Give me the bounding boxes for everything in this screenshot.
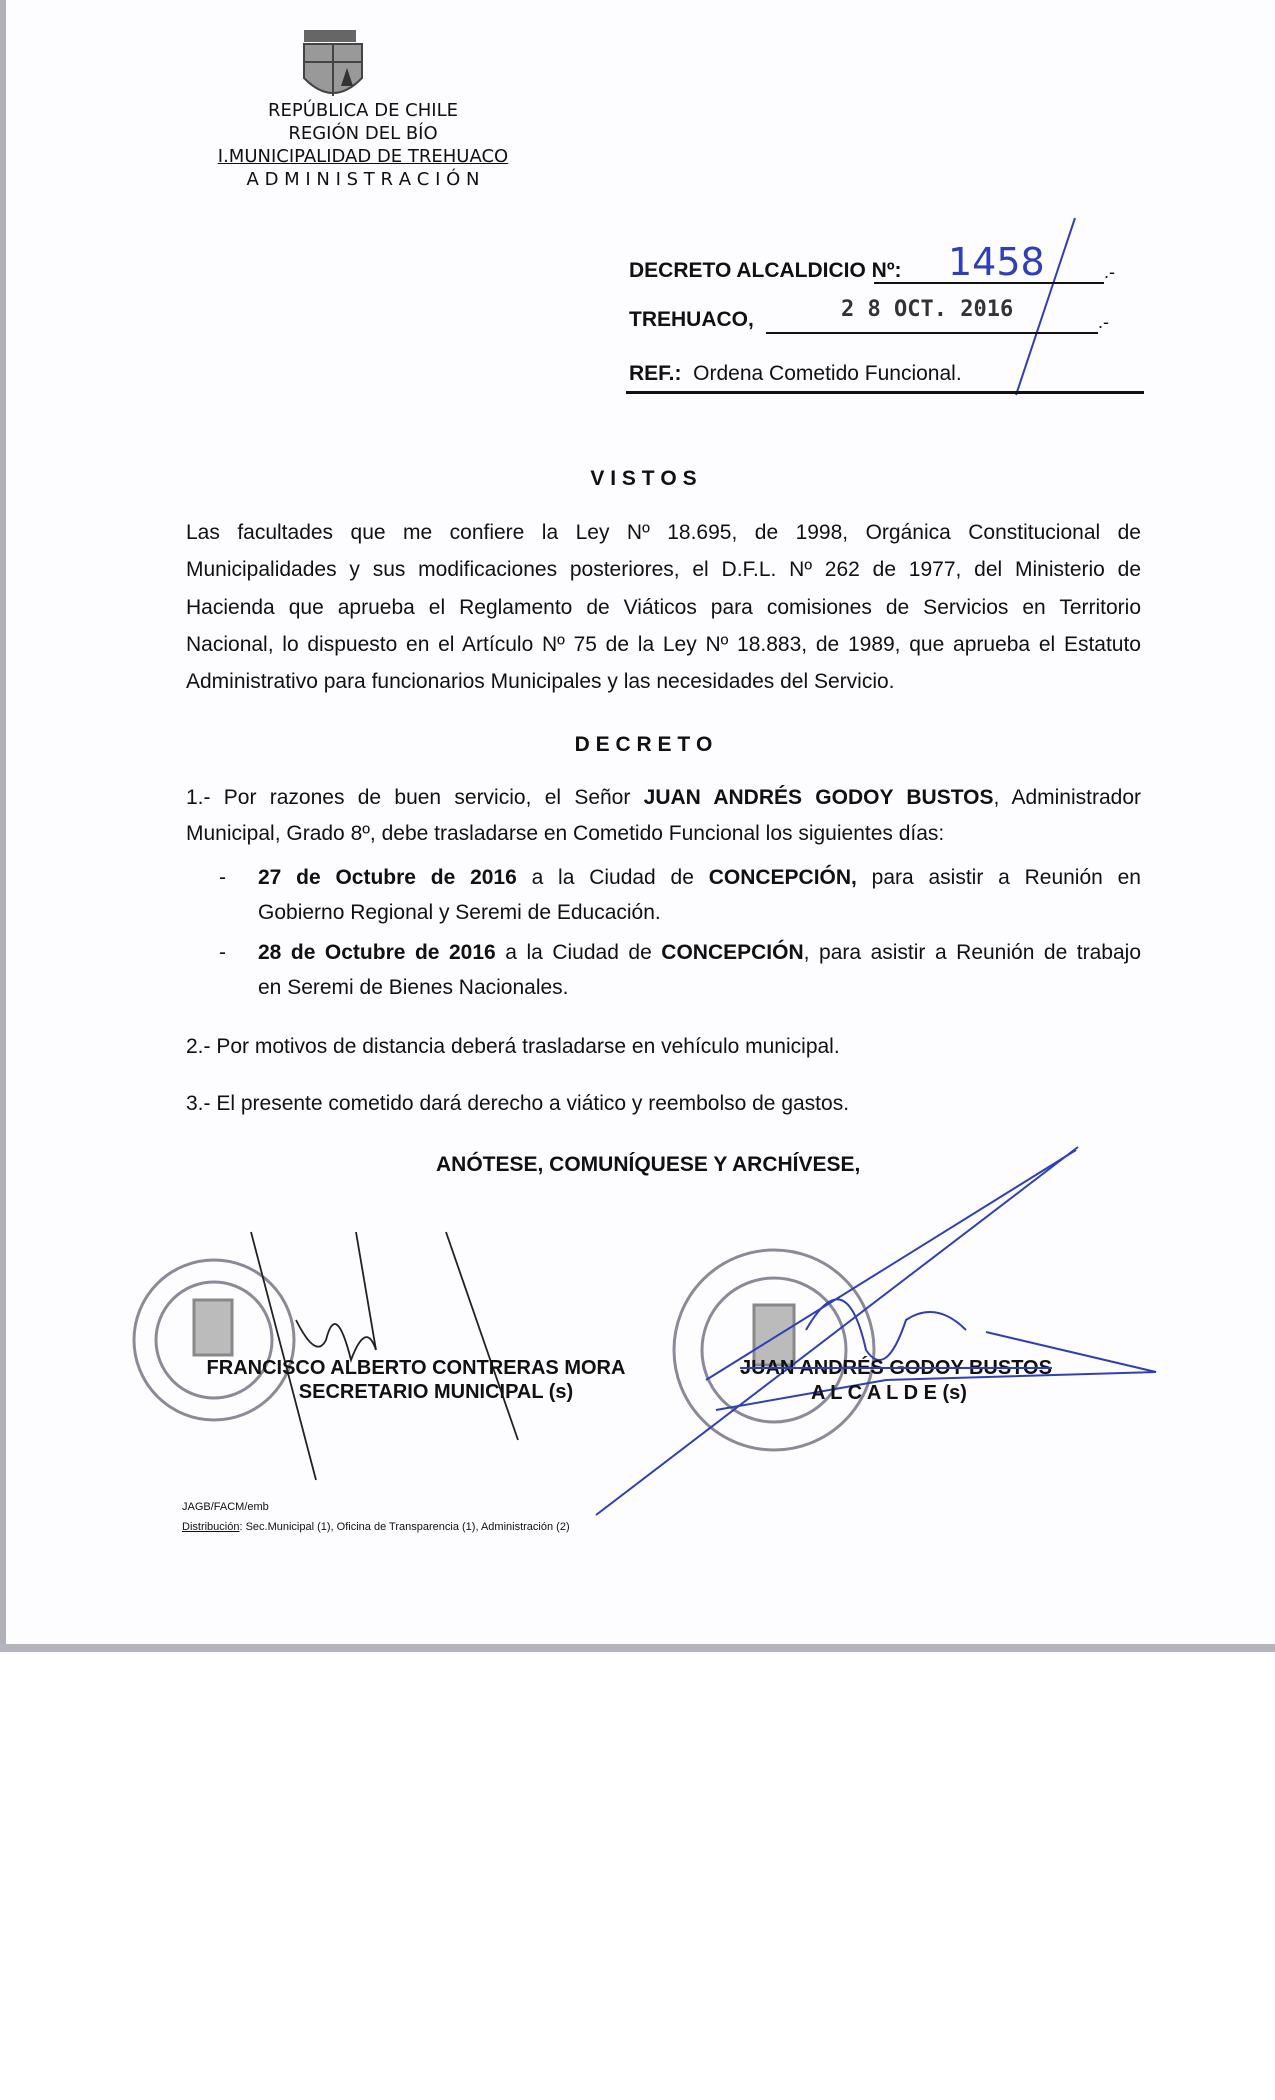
vistos-title: V I S T O S xyxy=(590,467,697,490)
closing-formula: ANÓTESE, COMUNÍQUESE Y ARCHÍVESE, xyxy=(436,1153,861,1176)
mayor-name: JUAN ANDRÉS GODOY BUSTOS xyxy=(740,1357,1052,1379)
header-department: A D M I N I S T R A C I Ó N xyxy=(246,169,480,190)
vistos-line: Municipalidades y sus modificaciones posteriores, el D.F.L. Nº 262 de 1977, del Ministerio de xyxy=(186,558,1141,581)
item-1: 27 de Octubre de 2016 a la Ciudad de CONCEPCIÓN, para asistir a Reunión en xyxy=(258,866,1141,889)
item-2-line2: en Seremi de Bienes Nacionales. xyxy=(258,976,569,999)
secretary-name: FRANCISCO ALBERTO CONTRERAS MORA xyxy=(206,1357,626,1379)
ref-text: Ordena Cometido Funcional. xyxy=(693,362,962,385)
vistos-line: Las facultades que me confiere la Ley Nº 18.695, de 1998, Orgánica Constitucional de xyxy=(186,521,1141,544)
bullet: - xyxy=(219,866,226,889)
distribution: Distribución: Sec.Municipal (1), Oficina de Transparencia (1), Administración (2) xyxy=(182,1521,570,1533)
article-3: 3.- El presente cometido dará derecho a viático y reembolso de gastos. xyxy=(186,1092,850,1115)
initials: JAGB/FACM/emb xyxy=(182,1501,269,1513)
mayor-title: A L C A L D E (s) xyxy=(811,1382,967,1404)
decreto-title: D E C R E T O xyxy=(574,733,713,756)
vistos-line: Administrativo para funcionarios Municipales y las necesidades del Servicio. xyxy=(186,670,895,693)
reference xyxy=(629,362,962,386)
suffix: .- xyxy=(1104,262,1115,282)
item-2: 28 de Octubre de 2016 a la Ciudad de CONCEPCIÓN, para asistir a Reunión de trabajo xyxy=(258,941,1141,964)
article-1-line2: Municipal, Grado 8º, debe trasladarse en Cometido Funcional los siguientes días: xyxy=(186,822,945,845)
bullet: - xyxy=(219,941,226,964)
ref-label: REF.: xyxy=(629,362,682,385)
place-label: TREHUACO, xyxy=(629,308,754,331)
header-country: REPÚBLICA DE CHILE xyxy=(268,100,458,121)
municipal-crest-icon xyxy=(304,30,362,96)
secretary-title: SECRETARIO MUNICIPAL (s) xyxy=(298,1381,574,1403)
decree-number-handwritten: 1458 xyxy=(948,240,1045,284)
item-1-line2: Gobierno Regional y Seremi de Educación. xyxy=(258,901,661,924)
header-region: REGIÓN DEL BÍO xyxy=(288,123,438,144)
mayor-seal-stamp xyxy=(674,1250,874,1450)
vistos-line: Nacional, lo dispuesto en el Artículo Nº 75 de la Ley Nº 18.883, de 1989, que aprueba el Estatuto xyxy=(186,633,1141,656)
decree-number-label: DECRETO ALCALDICIO Nº: xyxy=(629,259,902,282)
page-edge xyxy=(0,1644,1275,1652)
article-1: 1.- Por razones de buen servicio, el Señor JUAN ANDRÉS GODOY BUSTOS, Administrador xyxy=(186,786,1142,809)
suffix: .- xyxy=(1098,312,1109,332)
date-stamp: 2 8 OCT. 2016 xyxy=(841,297,1014,322)
article-2: 2.- Por motivos de distancia deberá trasladarse en vehículo municipal. xyxy=(186,1035,840,1058)
header-municipality: I.MUNICIPALIDAD DE TREHUACO xyxy=(217,146,509,167)
vistos-line: Hacienda que aprueba el Reglamento de Viáticos para comisiones de Servicios en Territorio xyxy=(186,596,1141,619)
